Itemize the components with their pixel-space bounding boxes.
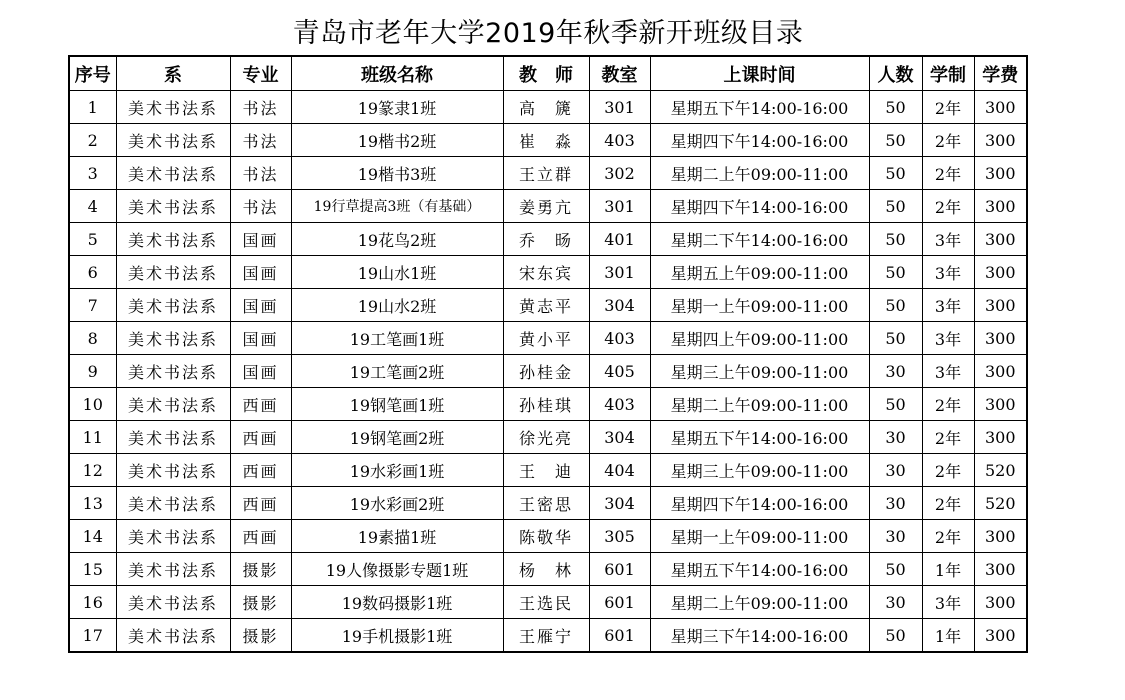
cell-duration: 2年 <box>922 124 974 157</box>
cell-duration: 2年 <box>922 421 974 454</box>
cell-major: 书法 <box>230 190 291 223</box>
cell-time: 星期四上午09:00-11:00 <box>650 322 869 355</box>
cell-major: 书法 <box>230 91 291 124</box>
cell-class-name: 19花鸟2班 <box>291 223 503 256</box>
cell-count: 30 <box>869 520 922 553</box>
cell-room: 302 <box>589 157 650 190</box>
cell-duration: 2年 <box>922 388 974 421</box>
cell-major: 国画 <box>230 256 291 289</box>
cell-no: 17 <box>69 619 116 653</box>
cell-teacher: 杨 林 <box>503 553 589 586</box>
cell-major: 西画 <box>230 487 291 520</box>
cell-duration: 3年 <box>922 256 974 289</box>
cell-major: 西画 <box>230 421 291 454</box>
cell-class-name: 19数码摄影1班 <box>291 586 503 619</box>
table-row <box>69 619 1027 653</box>
table-body <box>69 91 1027 653</box>
cell-major: 国画 <box>230 289 291 322</box>
header-teacher: 教 师 <box>503 56 589 91</box>
cell-dept: 美术书法系 <box>116 454 230 487</box>
cell-teacher: 王立群 <box>503 157 589 190</box>
cell-fee: 300 <box>974 553 1027 586</box>
cell-duration: 2年 <box>922 91 974 124</box>
cell-time: 星期二下午14:00-16:00 <box>650 223 869 256</box>
cell-no: 16 <box>69 586 116 619</box>
cell-room: 301 <box>589 91 650 124</box>
cell-dept: 美术书法系 <box>116 520 230 553</box>
cell-dept: 美术书法系 <box>116 190 230 223</box>
header-count: 人数 <box>869 56 922 91</box>
cell-time: 星期一上午09:00-11:00 <box>650 289 869 322</box>
cell-duration: 3年 <box>922 355 974 388</box>
cell-major: 书法 <box>230 124 291 157</box>
cell-no: 3 <box>69 157 116 190</box>
cell-major: 国画 <box>230 223 291 256</box>
cell-count: 50 <box>869 223 922 256</box>
cell-count: 30 <box>869 355 922 388</box>
cell-major: 摄影 <box>230 586 291 619</box>
cell-duration: 2年 <box>922 454 974 487</box>
cell-major: 国画 <box>230 355 291 388</box>
cell-teacher: 高 篪 <box>503 91 589 124</box>
cell-no: 1 <box>69 91 116 124</box>
cell-time: 星期三下午14:00-16:00 <box>650 619 869 653</box>
header-time: 上课时间 <box>650 56 869 91</box>
cell-room: 405 <box>589 355 650 388</box>
cell-no: 14 <box>69 520 116 553</box>
table-row <box>69 355 1027 388</box>
cell-dept: 美术书法系 <box>116 421 230 454</box>
cell-duration: 1年 <box>922 619 974 653</box>
cell-dept: 美术书法系 <box>116 586 230 619</box>
cell-room: 601 <box>589 553 650 586</box>
cell-teacher: 崔 淼 <box>503 124 589 157</box>
cell-major: 国画 <box>230 322 291 355</box>
cell-time: 星期五下午14:00-16:00 <box>650 91 869 124</box>
cell-fee: 300 <box>974 223 1027 256</box>
cell-count: 30 <box>869 421 922 454</box>
cell-dept: 美术书法系 <box>116 619 230 653</box>
cell-dept: 美术书法系 <box>116 388 230 421</box>
cell-count: 30 <box>869 586 922 619</box>
cell-fee: 300 <box>974 190 1027 223</box>
cell-no: 13 <box>69 487 116 520</box>
header-major: 专业 <box>230 56 291 91</box>
cell-time: 星期二上午09:00-11:00 <box>650 157 869 190</box>
cell-room: 301 <box>589 190 650 223</box>
cell-class-name: 19工笔画1班 <box>291 322 503 355</box>
cell-fee: 300 <box>974 157 1027 190</box>
cell-duration: 2年 <box>922 190 974 223</box>
cell-fee: 300 <box>974 91 1027 124</box>
cell-no: 6 <box>69 256 116 289</box>
table-row <box>69 223 1027 256</box>
cell-dept: 美术书法系 <box>116 553 230 586</box>
cell-dept: 美术书法系 <box>116 289 230 322</box>
cell-fee: 300 <box>974 586 1027 619</box>
cell-count: 50 <box>869 553 922 586</box>
cell-room: 404 <box>589 454 650 487</box>
document-title: 青岛市老年大学2019年秋季新开班级目录 <box>292 18 804 49</box>
cell-dept: 美术书法系 <box>116 124 230 157</box>
cell-class-name: 19人像摄影专题1班 <box>291 553 503 586</box>
cell-dept: 美术书法系 <box>116 223 230 256</box>
table-row <box>69 388 1027 421</box>
cell-time: 星期五下午14:00-16:00 <box>650 553 869 586</box>
cell-major: 书法 <box>230 157 291 190</box>
cell-no: 9 <box>69 355 116 388</box>
cell-major: 西画 <box>230 520 291 553</box>
cell-fee: 300 <box>974 124 1027 157</box>
cell-count: 50 <box>869 190 922 223</box>
cell-room: 305 <box>589 520 650 553</box>
table-row <box>69 157 1027 190</box>
cell-teacher: 王 迪 <box>503 454 589 487</box>
cell-teacher: 王选民 <box>503 586 589 619</box>
cell-fee: 300 <box>974 256 1027 289</box>
cell-fee: 300 <box>974 355 1027 388</box>
cell-teacher: 宋东宾 <box>503 256 589 289</box>
cell-class-name: 19钢笔画1班 <box>291 388 503 421</box>
cell-count: 50 <box>869 619 922 653</box>
cell-teacher: 孙桂琪 <box>503 388 589 421</box>
cell-teacher: 乔 旸 <box>503 223 589 256</box>
cell-no: 11 <box>69 421 116 454</box>
class-catalog-table <box>68 55 1028 653</box>
table-row <box>69 487 1027 520</box>
cell-teacher: 黄小平 <box>503 322 589 355</box>
cell-room: 601 <box>589 619 650 653</box>
cell-time: 星期三上午09:00-11:00 <box>650 454 869 487</box>
cell-duration: 2年 <box>922 520 974 553</box>
cell-class-name: 19山水2班 <box>291 289 503 322</box>
cell-class-name: 19楷书2班 <box>291 124 503 157</box>
cell-fee: 300 <box>974 388 1027 421</box>
cell-count: 30 <box>869 487 922 520</box>
cell-fee: 300 <box>974 520 1027 553</box>
cell-no: 10 <box>69 388 116 421</box>
cell-class-name: 19楷书3班 <box>291 157 503 190</box>
header-duration: 学制 <box>922 56 974 91</box>
cell-room: 403 <box>589 124 650 157</box>
cell-no: 8 <box>69 322 116 355</box>
cell-duration: 2年 <box>922 157 974 190</box>
cell-dept: 美术书法系 <box>116 355 230 388</box>
cell-time: 星期一上午09:00-11:00 <box>650 520 869 553</box>
cell-duration: 3年 <box>922 586 974 619</box>
cell-time: 星期四下午14:00-16:00 <box>650 487 869 520</box>
cell-class-name: 19山水1班 <box>291 256 503 289</box>
cell-room: 403 <box>589 388 650 421</box>
table-row <box>69 586 1027 619</box>
cell-room: 401 <box>589 223 650 256</box>
table-row <box>69 322 1027 355</box>
cell-class-name: 19手机摄影1班 <box>291 619 503 653</box>
header-fee: 学费 <box>974 56 1027 91</box>
cell-dept: 美术书法系 <box>116 256 230 289</box>
cell-class-name: 19钢笔画2班 <box>291 421 503 454</box>
cell-class-name: 19篆隶1班 <box>291 91 503 124</box>
cell-duration: 3年 <box>922 322 974 355</box>
cell-class-name: 19行草提高3班（有基础） <box>291 190 503 223</box>
cell-teacher: 王雁宁 <box>503 619 589 653</box>
cell-dept: 美术书法系 <box>116 487 230 520</box>
table-row <box>69 190 1027 223</box>
cell-count: 50 <box>869 157 922 190</box>
cell-count: 30 <box>869 454 922 487</box>
table-row <box>69 256 1027 289</box>
cell-teacher: 徐光亮 <box>503 421 589 454</box>
cell-count: 50 <box>869 91 922 124</box>
cell-no: 4 <box>69 190 116 223</box>
header-class-name: 班级名称 <box>291 56 503 91</box>
cell-no: 15 <box>69 553 116 586</box>
cell-dept: 美术书法系 <box>116 322 230 355</box>
cell-no: 7 <box>69 289 116 322</box>
header-room: 教室 <box>589 56 650 91</box>
cell-count: 50 <box>869 124 922 157</box>
cell-major: 摄影 <box>230 619 291 653</box>
cell-time: 星期四下午14:00-16:00 <box>650 124 869 157</box>
table-row <box>69 124 1027 157</box>
cell-time: 星期三上午09:00-11:00 <box>650 355 869 388</box>
table-row <box>69 421 1027 454</box>
cell-dept: 美术书法系 <box>116 157 230 190</box>
cell-time: 星期二上午09:00-11:00 <box>650 388 869 421</box>
cell-fee: 520 <box>974 454 1027 487</box>
cell-time: 星期二上午09:00-11:00 <box>650 586 869 619</box>
cell-fee: 300 <box>974 289 1027 322</box>
table-row <box>69 91 1027 124</box>
cell-teacher: 王密思 <box>503 487 589 520</box>
cell-class-name: 19水彩画1班 <box>291 454 503 487</box>
table-row <box>69 553 1027 586</box>
cell-major: 西画 <box>230 454 291 487</box>
cell-fee: 300 <box>974 322 1027 355</box>
table-row <box>69 520 1027 553</box>
cell-time: 星期四下午14:00-16:00 <box>650 190 869 223</box>
cell-room: 601 <box>589 586 650 619</box>
cell-major: 西画 <box>230 388 291 421</box>
cell-no: 5 <box>69 223 116 256</box>
cell-class-name: 19素描1班 <box>291 520 503 553</box>
cell-fee: 300 <box>974 619 1027 653</box>
cell-time: 星期五下午14:00-16:00 <box>650 421 869 454</box>
cell-no: 12 <box>69 454 116 487</box>
cell-room: 304 <box>589 289 650 322</box>
cell-duration: 1年 <box>922 553 974 586</box>
cell-count: 50 <box>869 289 922 322</box>
header-no: 序号 <box>69 56 116 91</box>
cell-teacher: 黄志平 <box>503 289 589 322</box>
cell-fee: 300 <box>974 421 1027 454</box>
cell-count: 50 <box>869 388 922 421</box>
cell-room: 304 <box>589 421 650 454</box>
cell-no: 2 <box>69 124 116 157</box>
cell-teacher: 陈敬华 <box>503 520 589 553</box>
cell-room: 301 <box>589 256 650 289</box>
cell-duration: 3年 <box>922 289 974 322</box>
table-header-row <box>69 56 1027 91</box>
table-row <box>69 454 1027 487</box>
cell-duration: 2年 <box>922 487 974 520</box>
cell-teacher: 姜勇亢 <box>503 190 589 223</box>
cell-count: 50 <box>869 322 922 355</box>
cell-count: 50 <box>869 256 922 289</box>
cell-time: 星期五上午09:00-11:00 <box>650 256 869 289</box>
cell-room: 304 <box>589 487 650 520</box>
cell-class-name: 19水彩画2班 <box>291 487 503 520</box>
header-dept: 系 <box>116 56 230 91</box>
cell-dept: 美术书法系 <box>116 91 230 124</box>
cell-major: 摄影 <box>230 553 291 586</box>
cell-teacher: 孙桂金 <box>503 355 589 388</box>
cell-fee: 520 <box>974 487 1027 520</box>
cell-class-name: 19工笔画2班 <box>291 355 503 388</box>
cell-duration: 3年 <box>922 223 974 256</box>
cell-room: 403 <box>589 322 650 355</box>
table-row <box>69 289 1027 322</box>
